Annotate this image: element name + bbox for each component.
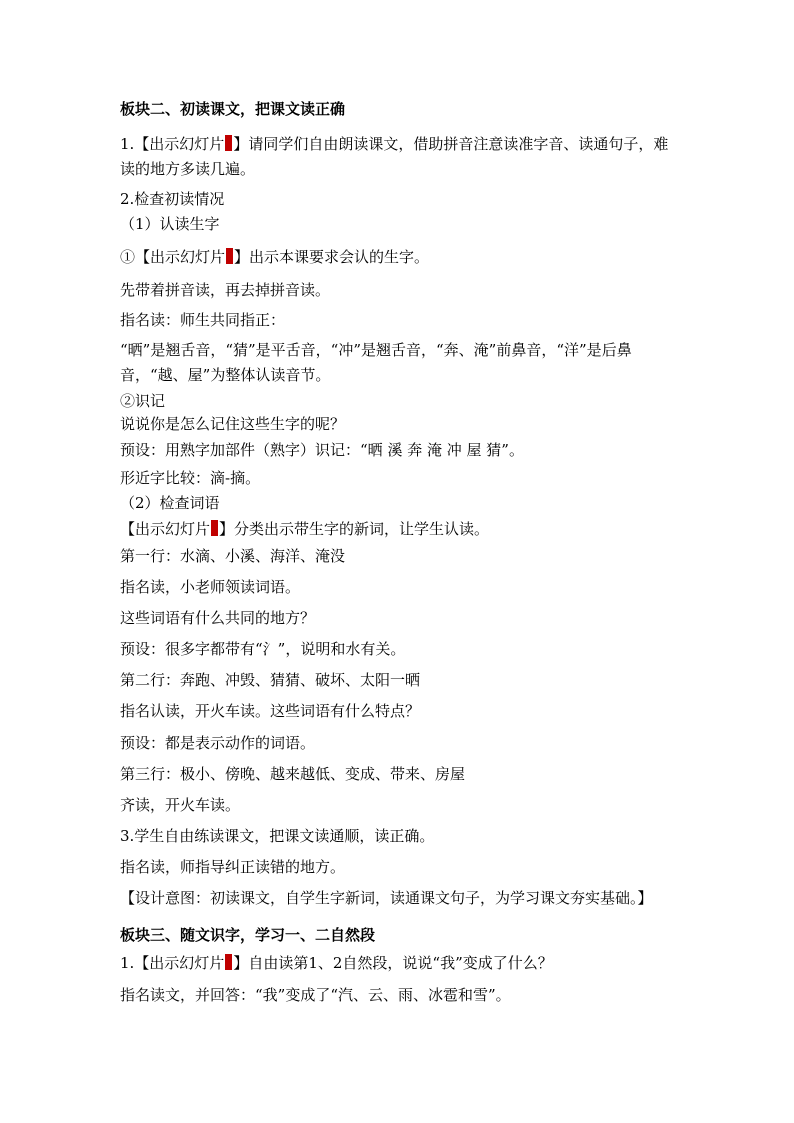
paragraph-teacher-guidance: 指名读，师指导纠正读错的地方。	[120, 858, 346, 876]
paragraph-step-1: 1.【出示幻灯片 】请同学们自由朗读课文，借助拼音注意读准字音、读通句子，难读的地方多读几遍。	[120, 135, 669, 178]
paragraph-common-question: 这些词语有什么共同的地方？	[120, 609, 316, 627]
paragraph-question-memorize: 说说你是怎么记住这些生字的呢？	[120, 415, 346, 433]
paragraph-similar-characters: 形近字比较：滴-摘。	[120, 469, 261, 487]
paragraph-train-reading: 指名认读，开火车读。这些词语有什么特点？	[120, 702, 421, 720]
slide-marker	[226, 248, 233, 264]
paragraph-row-2: 第二行：奔跑、冲毁、猜猜、破坏、太阳一晒	[120, 671, 421, 689]
section-heading-3: 板块三、随文识字，学习一、二自然段	[120, 926, 376, 944]
paragraph-slide-characters: ①【出示幻灯片 】出示本课要求会认的生字。	[120, 248, 430, 266]
slide-marker	[225, 954, 232, 970]
paragraph-preset-water: 预设：很多字都带有“氵”，说明和水有关。	[120, 640, 406, 658]
section-heading-2: 板块二、初读课文，把课文读正确	[120, 100, 346, 118]
paragraph-group-reading: 齐读，开火车读。	[120, 796, 241, 814]
slide-marker	[211, 520, 218, 536]
subheading-recognize-characters: （1）认读生字	[120, 215, 220, 233]
paragraph-correct: 指名读：师生共同指正：	[120, 311, 286, 329]
paragraph-row-3: 第三行：极小、傍晚、越来越低、变成、带来、房屋	[120, 765, 466, 783]
paragraph-preset-memorize: 预设：用熟字加部件（熟字）识记：“晒 溪 奔 淹 冲 屋 猜”。	[120, 441, 524, 459]
paragraph-design-intent: 【设计意图：初读课文，自学生字新词，读通课文句子，为学习课文夯实基础。】	[120, 889, 653, 907]
paragraph-pronunciation-notes: “晒”是翘舌音，“猜”是平舌音，“冲”是翘舌音，“奔、淹”前鼻音，“洋”是后鼻音，“越、屋”为整体认读音节。	[120, 341, 632, 384]
subheading-memorize: ②识记	[120, 392, 166, 410]
paragraph-preset-actions: 预设：都是表示动作的词语。	[120, 734, 316, 752]
paragraph-lead-reading: 指名读，小老师领读词语。	[120, 578, 301, 596]
paragraph-answer: 指名读文，并回答：“我”变成了“汽、云、雨、冰雹和雪”。	[120, 986, 511, 1004]
paragraph-row-1: 第一行：水滴、小溪、海洋、淹没	[120, 547, 346, 565]
paragraph-step-3: 3.学生自由练读课文，把课文读通顺，读正确。	[120, 827, 435, 845]
paragraph-section3-step-1: 1.【出示幻灯片 】自由读第1、2自然段，说说“我”变成了什么？	[120, 954, 553, 972]
paragraph-step-2: 2.检查初读情况	[120, 190, 225, 208]
slide-marker	[225, 135, 232, 151]
subheading-check-words: （2）检查词语	[120, 494, 220, 512]
paragraph-slide-words: 【出示幻灯片 】分类出示带生字的新词，让学生认读。	[120, 520, 490, 538]
paragraph-read-pinyin: 先带着拼音读，再去掉拼音读。	[120, 281, 331, 299]
